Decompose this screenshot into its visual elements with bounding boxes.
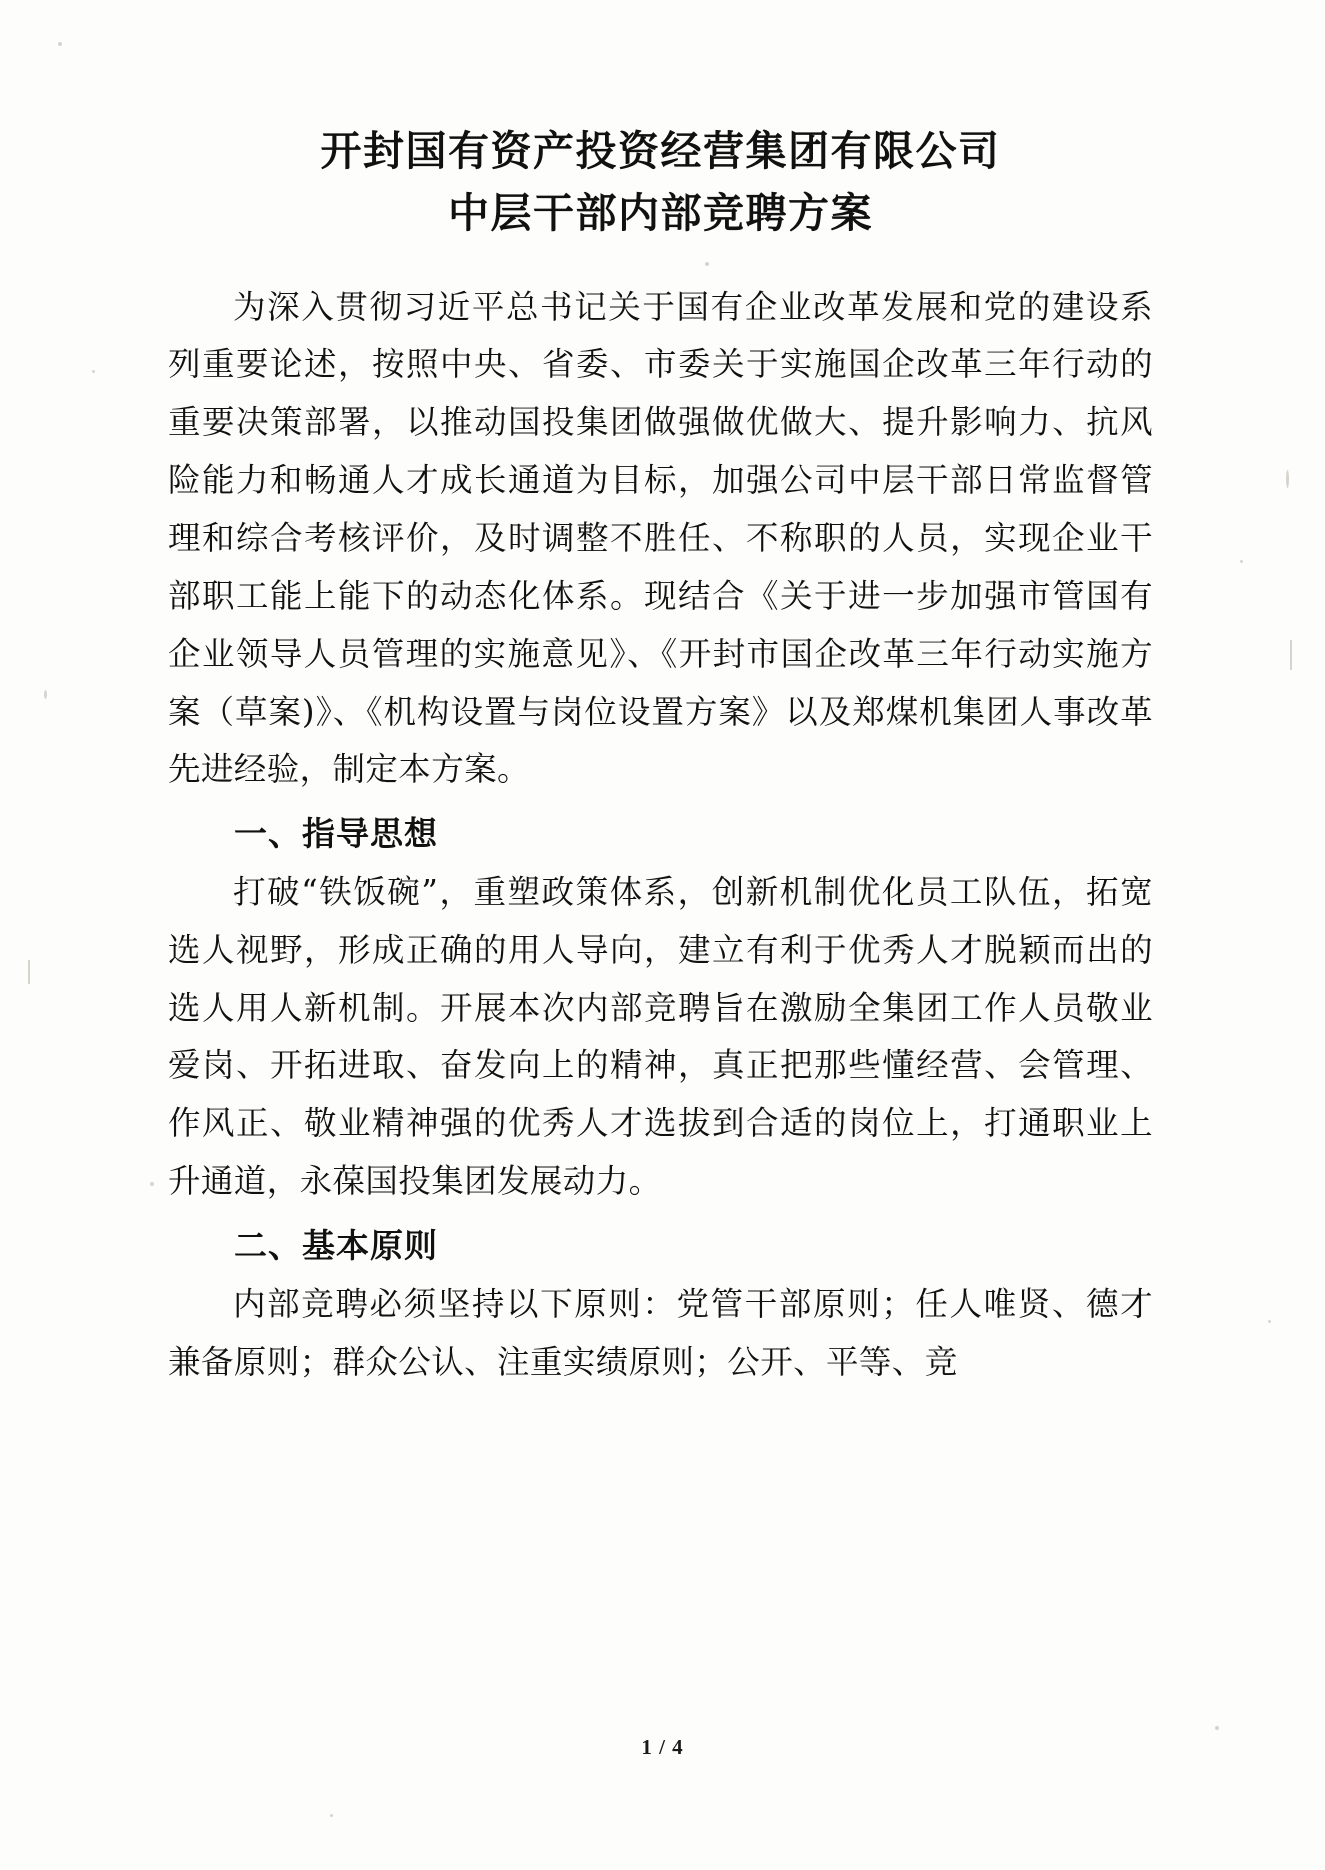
scan-edge-mark	[28, 960, 30, 984]
document-title	[168, 120, 1153, 245]
scan-speckle	[44, 690, 47, 699]
section-heading-2: 二、基本原则	[234, 1226, 438, 1266]
scan-speckle	[1215, 1726, 1219, 1730]
document-title-line-1: 开封国有资产投资经营集团有限公司	[320, 127, 1001, 175]
preamble-paragraph: 为深入贯彻习近平总书记关于国有企业改革发展和党的建设系列重要论述，按照中央、省委、市委关于实施国企改革三年行动的重要决策部署，以推动国投集团做强做优做大、提升影响力、抗风险能力和畅通人才成长通道为目标，加强公司中层干部日常监督管理和综合考核评价，及时调整不胜任、不称职的人员，实现企业干部职工能上能下的动态化体系。现结合《关于进一步加强市管国有企业领导人员管理的实施意见》、《开封市国企改革三年行动实施方案（草案)》、《机构设置与岗位设置方案》以及郑煤机集团人事改革先进经验，制定本方案。	[168, 287, 1153, 789]
scan-speckle	[92, 370, 95, 373]
scan-speckle	[58, 42, 62, 46]
scan-speckle	[1286, 470, 1289, 488]
document-body	[168, 120, 1153, 1391]
scan-edge-mark	[1290, 640, 1292, 670]
section-heading-1: 一、指导思想	[234, 814, 438, 854]
page-number: 1 / 4	[641, 1735, 684, 1759]
scan-speckle	[330, 1814, 333, 1817]
section-paragraph-1: 打破“铁饭碗”，重塑政策体系，创新机制优化员工队伍，拓宽选人视野，形成正确的用人导向，建立有利于优秀人才脱颖而出的选人用人新机制。开展本次内部竞聘旨在激励全集团工作人员敬业爱岗、开拓进取、奋发向上的精神，真正把那些懂经营、会管理、作风正、敬业精神强的优秀人才选拔到合适的岗位上，打通职业上升通道，永葆国投集团发展动力。	[168, 872, 1153, 1201]
document-title-line-2: 中层干部内部竞聘方案	[448, 189, 873, 238]
scan-speckle	[1268, 1320, 1271, 1323]
section-paragraph-2: 内部竞聘必须坚持以下原则：党管干部原则；任人唯贤、德才兼备原则；群众公认、注重实绩原则；公开、平等、竞	[168, 1284, 1153, 1381]
scan-speckle	[1240, 560, 1243, 563]
scan-speckle	[150, 1182, 154, 1186]
